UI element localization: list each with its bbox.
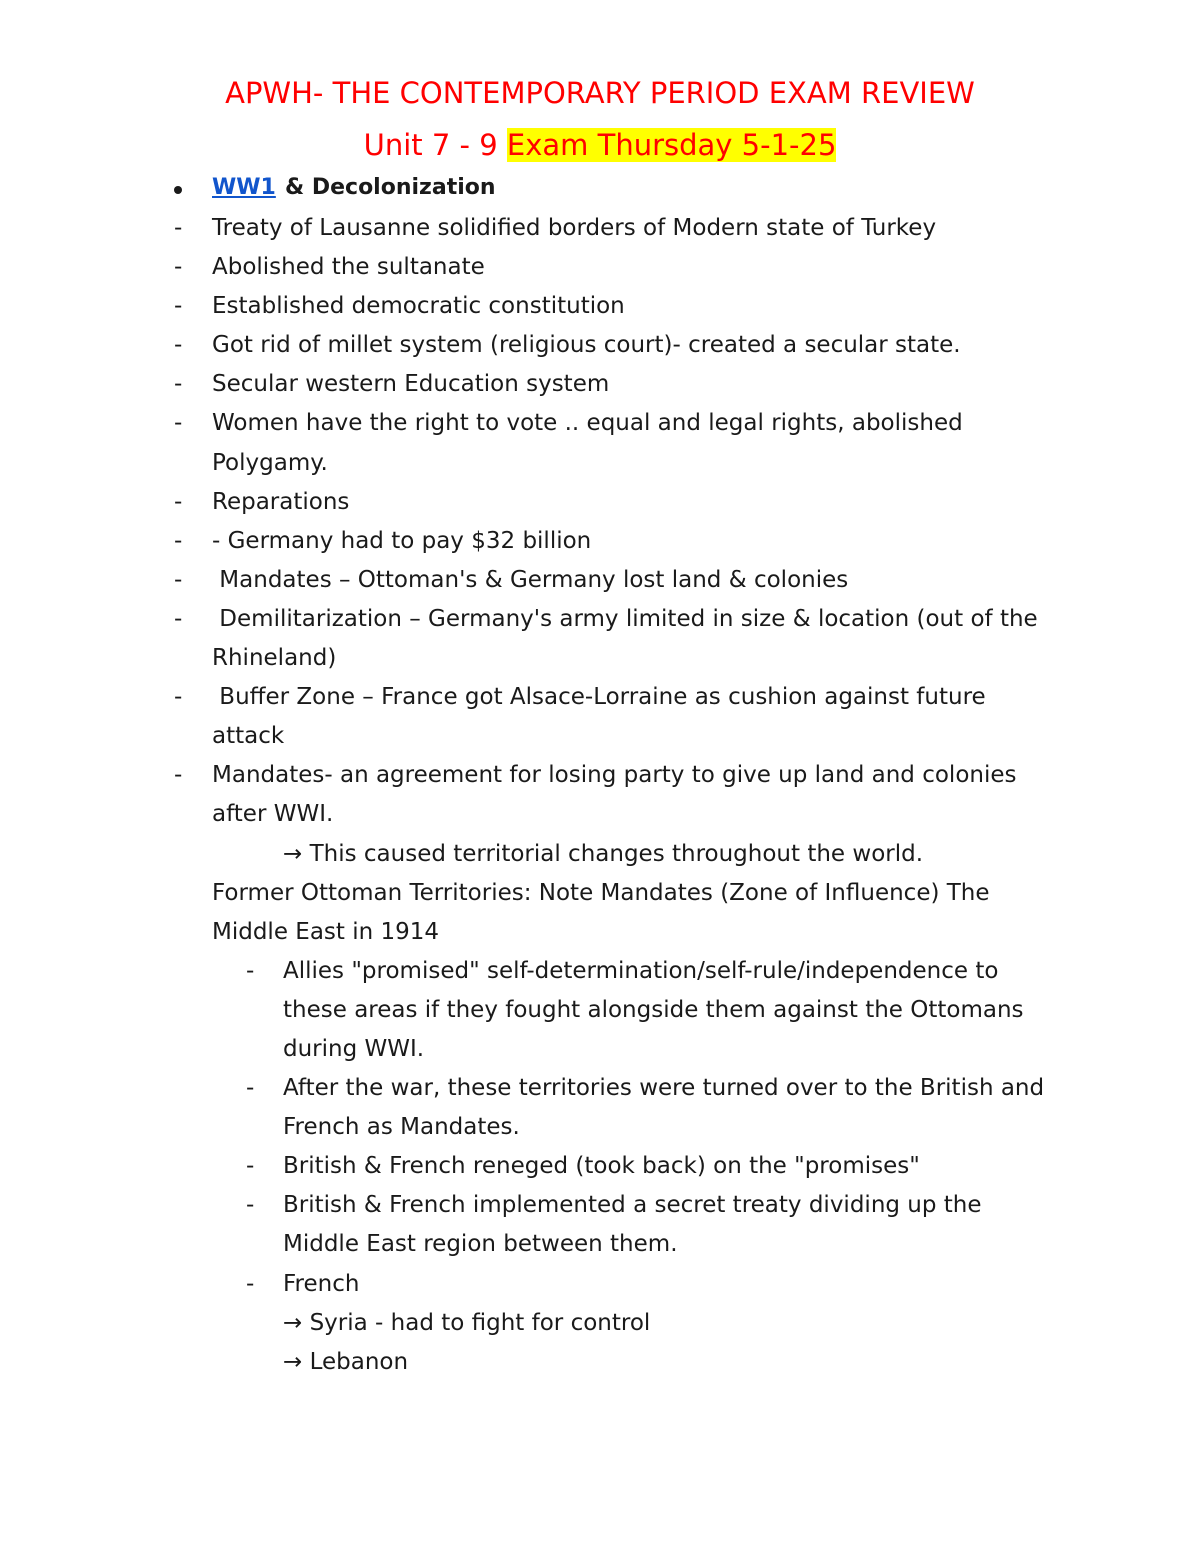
sub-list-item-continuation: [0, 991, 1200, 1030]
list-item-text: Secular western Education system: [212, 371, 610, 398]
sub-list-item-continuation: [0, 1225, 1200, 1264]
dash-marker: -: [174, 293, 183, 320]
notes-list: [0, 209, 1200, 1382]
list-item-text: After the war, these territories were turned over to the British and: [283, 1075, 1045, 1102]
list-item-text: → Lebanon: [283, 1348, 409, 1375]
arrow-note: [0, 835, 1200, 874]
list-item-text: Established democratic constitution: [212, 293, 625, 320]
dash-marker: -: [174, 215, 183, 241]
dash-marker: -: [246, 1270, 255, 1297]
list-item: [0, 287, 1200, 326]
list-item-text: Rhineland): [212, 645, 337, 672]
list-item-text: Mandates- an agreement for losing party to give up land and colonies: [212, 762, 1017, 789]
subtitle-unit-text: Unit 7 - 9: [363, 128, 507, 162]
arrow-note: [0, 1304, 1200, 1343]
list-item: [0, 365, 1200, 404]
list-item-text: French: [283, 1270, 360, 1297]
list-item: [0, 483, 1200, 522]
list-item-text: Reparations: [212, 488, 350, 515]
section-heading: [174, 170, 774, 206]
dash-marker: -: [246, 1075, 255, 1102]
list-item-text: during WWI.: [283, 1035, 425, 1062]
dash-marker: -: [174, 410, 183, 437]
list-item-continuation: [0, 717, 1200, 756]
list-item-text: Treaty of Lausanne solidified borders of Modern state of Turkey: [212, 215, 937, 241]
ww1-link[interactable]: WW1: [212, 175, 276, 200]
dash-marker: -: [174, 527, 183, 554]
dash-marker: -: [174, 684, 183, 711]
list-item-text: Women have the right to vote .. equal and legal rights, abolished: [212, 410, 963, 437]
list-item: [0, 561, 1200, 600]
sub-list-item-continuation: [0, 1030, 1200, 1069]
list-item-text: attack: [212, 723, 285, 750]
dash-marker: -: [246, 957, 255, 984]
list-item: [0, 678, 1200, 717]
list-item-text: Allies "promised" self-determination/self-rule/independence to: [283, 957, 999, 984]
dash-marker: -: [174, 332, 183, 359]
list-item-text: British & French reneged (took back) on the "promises": [283, 1153, 920, 1180]
list-item: [0, 209, 1200, 248]
list-item-continuation: [0, 639, 1200, 678]
list-item-text: French as Mandates.: [283, 1114, 520, 1141]
sub-list-item-continuation: [0, 1108, 1200, 1147]
list-item-text: → Syria - had to fight for control: [283, 1309, 651, 1336]
dash-marker: -: [174, 566, 183, 593]
sub-list-item: [0, 1265, 1200, 1304]
list-item-text: after WWI.: [212, 801, 334, 828]
list-item-text: Former Ottoman Territories: Note Mandates (Zone of Influence) The: [212, 879, 990, 906]
list-item-text: Mandates – Ottoman's & Germany lost land & colonies: [212, 566, 849, 593]
dash-marker: -: [174, 488, 183, 515]
list-item-text: - Germany had to pay $32 billion: [212, 527, 592, 554]
dash-marker: -: [246, 1192, 255, 1219]
list-item-text: → This caused territorial changes throughout the world.: [283, 840, 924, 867]
list-item: [0, 600, 1200, 639]
list-item-text: Demilitarization – Germany's army limited in size & location (out of the: [212, 605, 1038, 632]
arrow-note: [0, 1343, 1200, 1382]
list-item-text: British & French implemented a secret treaty dividing up the: [283, 1192, 982, 1219]
list-item-text: Buffer Zone – France got Alsace-Lorraine as cushion against future: [212, 684, 986, 711]
dash-marker: -: [174, 605, 183, 632]
sub-list-item: [0, 1069, 1200, 1108]
dash-marker: -: [246, 1153, 255, 1180]
list-item-text: Polygamy.: [212, 449, 328, 476]
dash-marker: -: [174, 254, 183, 281]
list-item: [0, 326, 1200, 365]
paragraph-line: [0, 913, 1200, 952]
list-item-continuation: [0, 444, 1200, 483]
sub-list-item: [0, 1147, 1200, 1186]
list-item: [0, 756, 1200, 795]
subtitle-exam-date-highlight: Exam Thursday 5-1-25: [506, 128, 837, 162]
document-title: APWH- THE CONTEMPORARY PERIOD EXAM REVIEW: [225, 76, 975, 110]
list-item-text: Got rid of millet system (religious court)- created a secular state.: [212, 332, 961, 359]
paragraph-line: [0, 874, 1200, 913]
list-item-text: Middle East region between them.: [283, 1231, 678, 1258]
list-item: [0, 248, 1200, 287]
list-item-text: Abolished the sultanate: [212, 254, 485, 281]
section-heading-text: & Decolonization: [285, 175, 496, 200]
list-item-text: Middle East in 1914: [212, 918, 440, 945]
list-item: [0, 522, 1200, 561]
list-item-text: these areas if they fought alongside them against the Ottomans: [283, 996, 1024, 1023]
list-item-continuation: [0, 795, 1200, 834]
dash-marker: -: [174, 762, 183, 789]
sub-list-item: [0, 1186, 1200, 1225]
list-item: [0, 404, 1200, 443]
sub-list-item: [0, 952, 1200, 991]
dash-marker: -: [174, 371, 183, 398]
document-subtitle: [0, 126, 1200, 164]
